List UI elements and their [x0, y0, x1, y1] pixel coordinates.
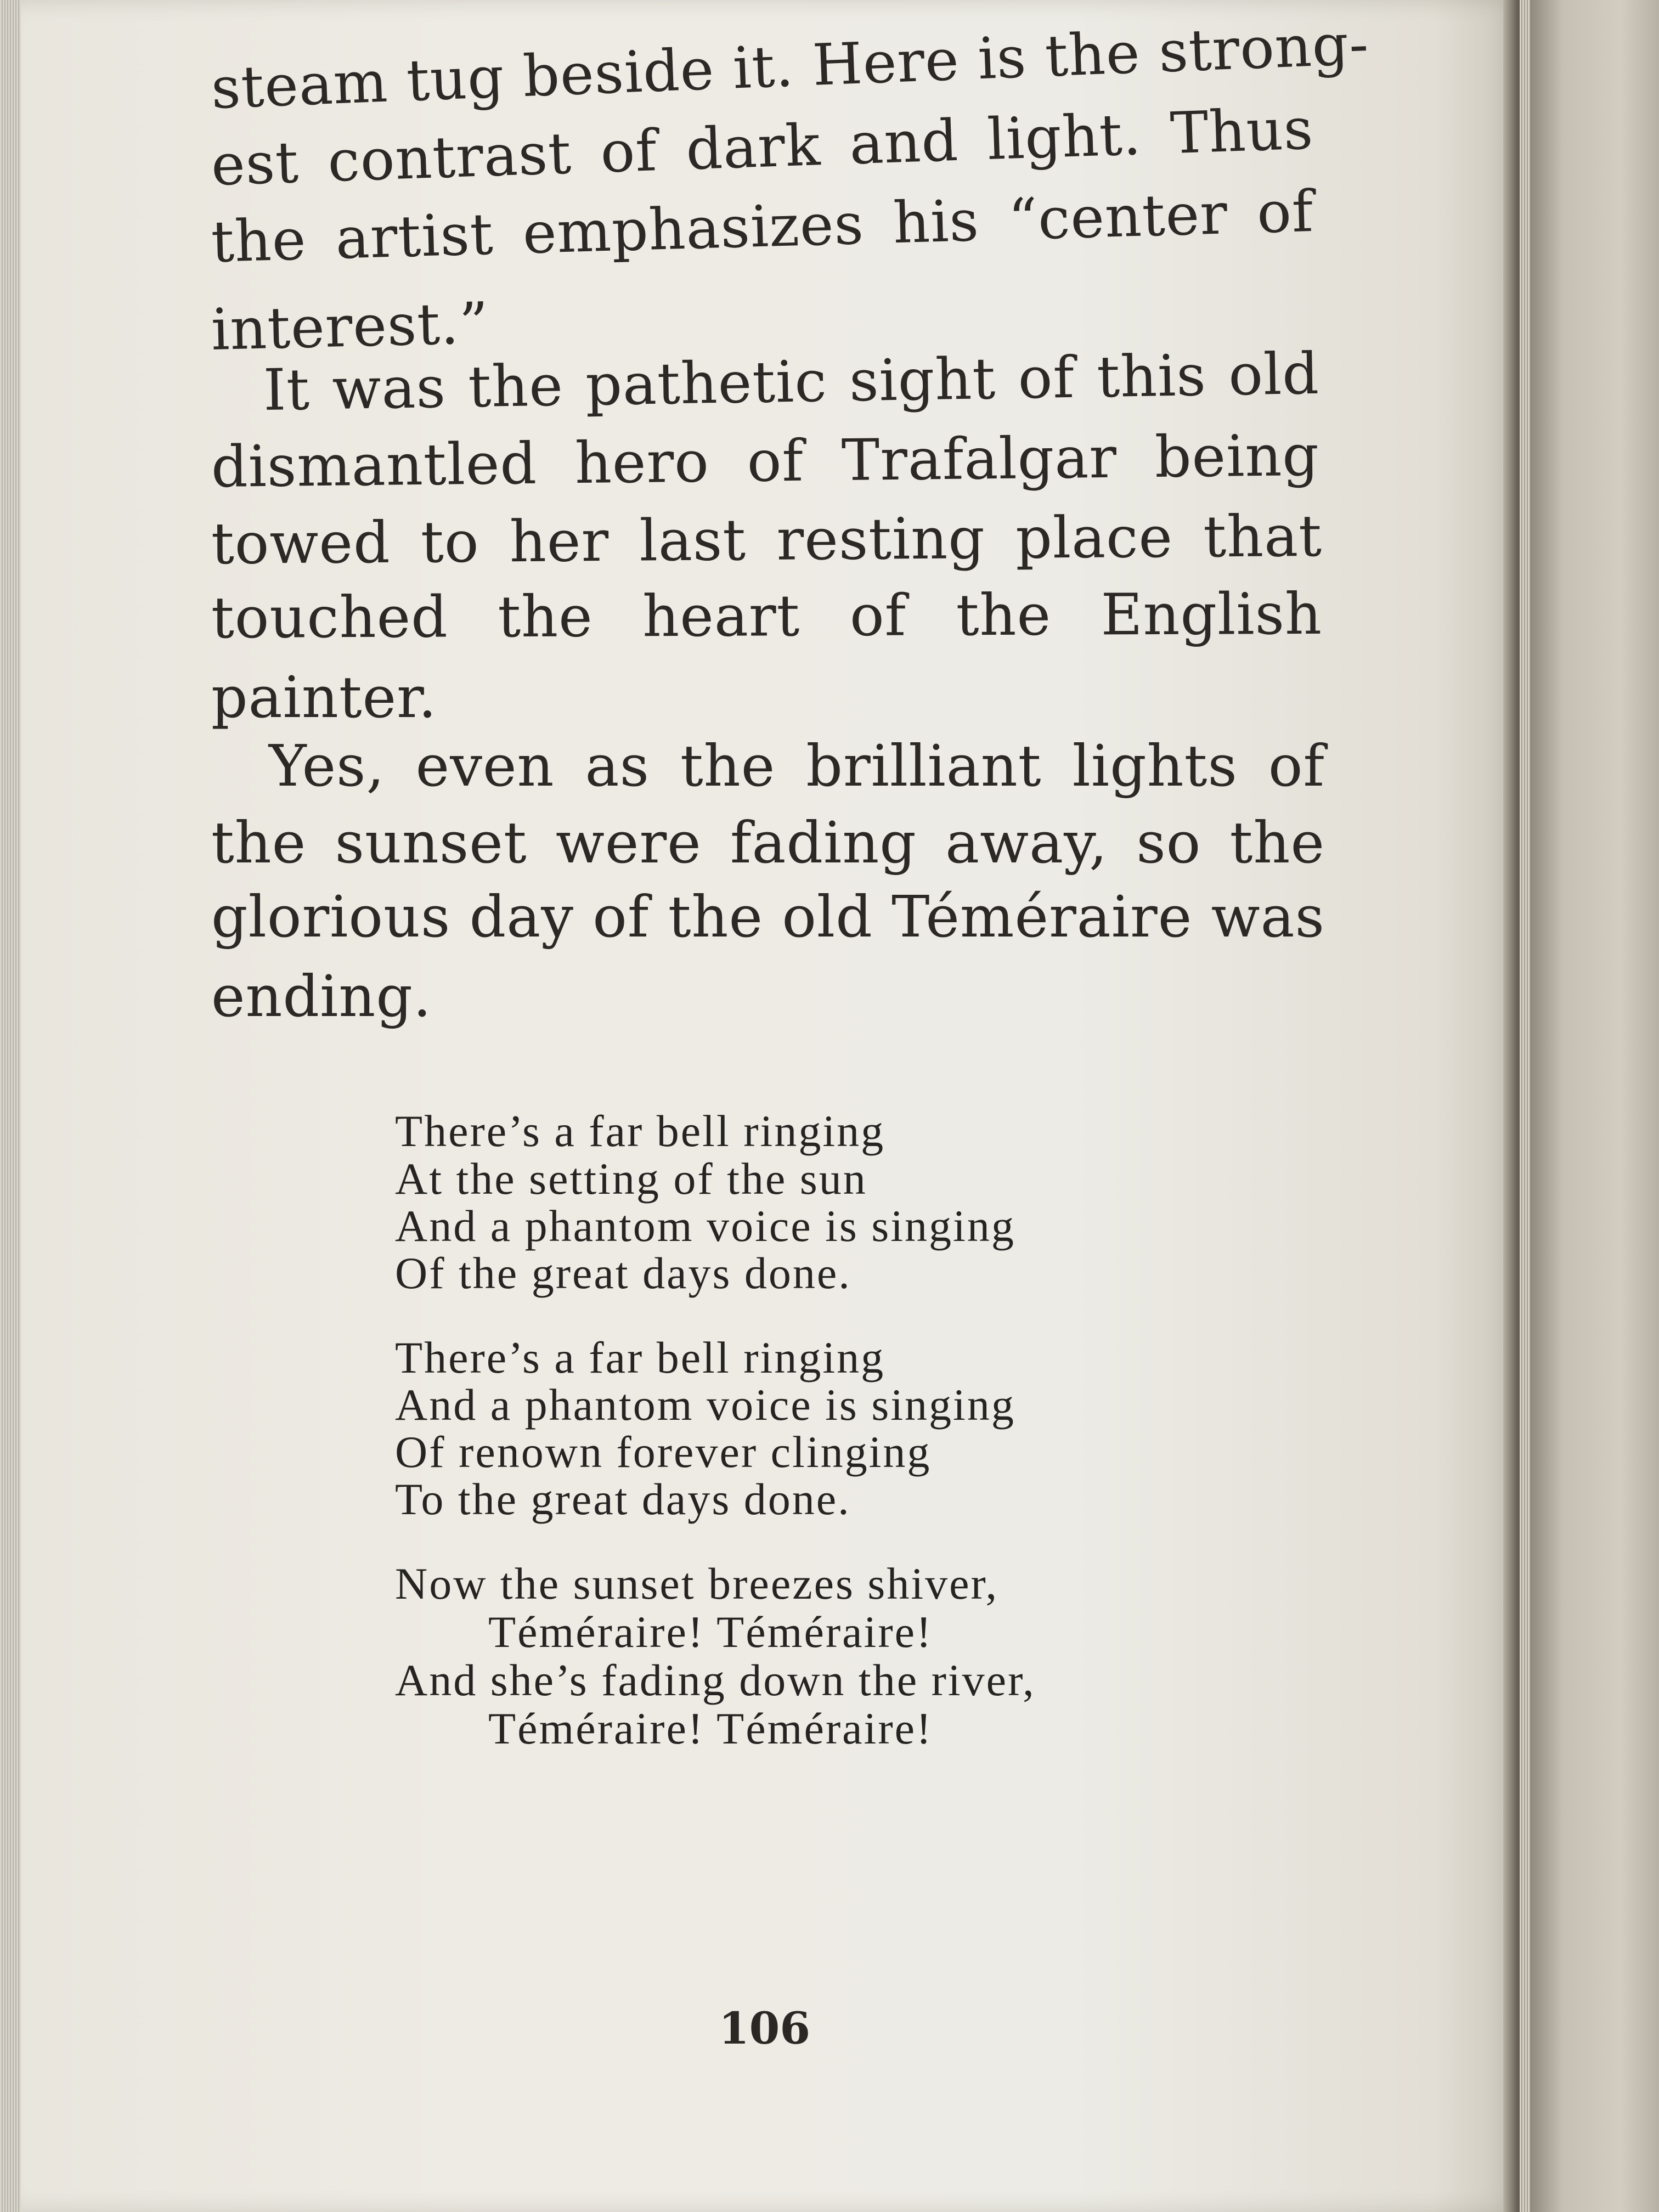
paragraph-3-line-3: glorious day of the old Téméraire was [211, 883, 1325, 950]
paragraph-2-line-3: towed to her last resting place that [211, 502, 1323, 577]
paragraph-2-line-4: touched the heart of the English [211, 580, 1323, 651]
paragraph-1-line-4: interest.” [210, 289, 490, 363]
poem-stanza-3-line-4: Téméraire! Téméraire! [488, 1703, 933, 1753]
poem-stanza-2-line-2: And a phantom voice is singing [395, 1380, 1015, 1430]
poem-stanza-3-line-1: Now the sunset breezes shiver, [395, 1559, 999, 1609]
poem-stanza-1-line-3: And a phantom voice is singing [395, 1201, 1015, 1251]
poem-stanza-3-line-2: Téméraire! Téméraire! [488, 1607, 933, 1657]
poem-stanza-3-line-3: And she’s fading down the river, [395, 1655, 1036, 1705]
page-number: 106 [719, 2002, 810, 2054]
facing-page [1531, 0, 1659, 2212]
paragraph-1-line-2: est contrast of dark and light. Thus [210, 95, 1314, 199]
paragraph-3-line-1: Yes, even as the brilliant lights of [269, 732, 1325, 799]
poem-stanza-2-line-1: There’s a far bell ringing [395, 1333, 885, 1383]
poem-stanza-1-line-1: There’s a far bell ringing [395, 1106, 885, 1156]
paragraph-3-line-4: ending. [211, 963, 432, 1030]
paragraph-2-line-1: It was the pathetic sight of this old [263, 340, 1320, 424]
poem-stanza-1-line-2: At the setting of the sun [395, 1154, 867, 1204]
paragraph-1-line-1: steam tug beside it. Here is the strong- [210, 10, 1370, 122]
poem-stanza-2-line-4: To the great days done. [395, 1474, 851, 1524]
paragraph-2-line-5: painter. [211, 664, 437, 731]
poem-stanza-2-line-3: Of renown forever clinging [395, 1427, 932, 1477]
paragraph-3-line-2: the sunset were fading away, so the [211, 809, 1325, 876]
paragraph-2-line-2: dismantled hero of Trafalgar being [211, 421, 1320, 500]
poem-stanza-1-line-4: Of the great days done. [395, 1248, 851, 1298]
paragraph-1-line-3: the artist emphasizes his “center of [210, 177, 1314, 275]
